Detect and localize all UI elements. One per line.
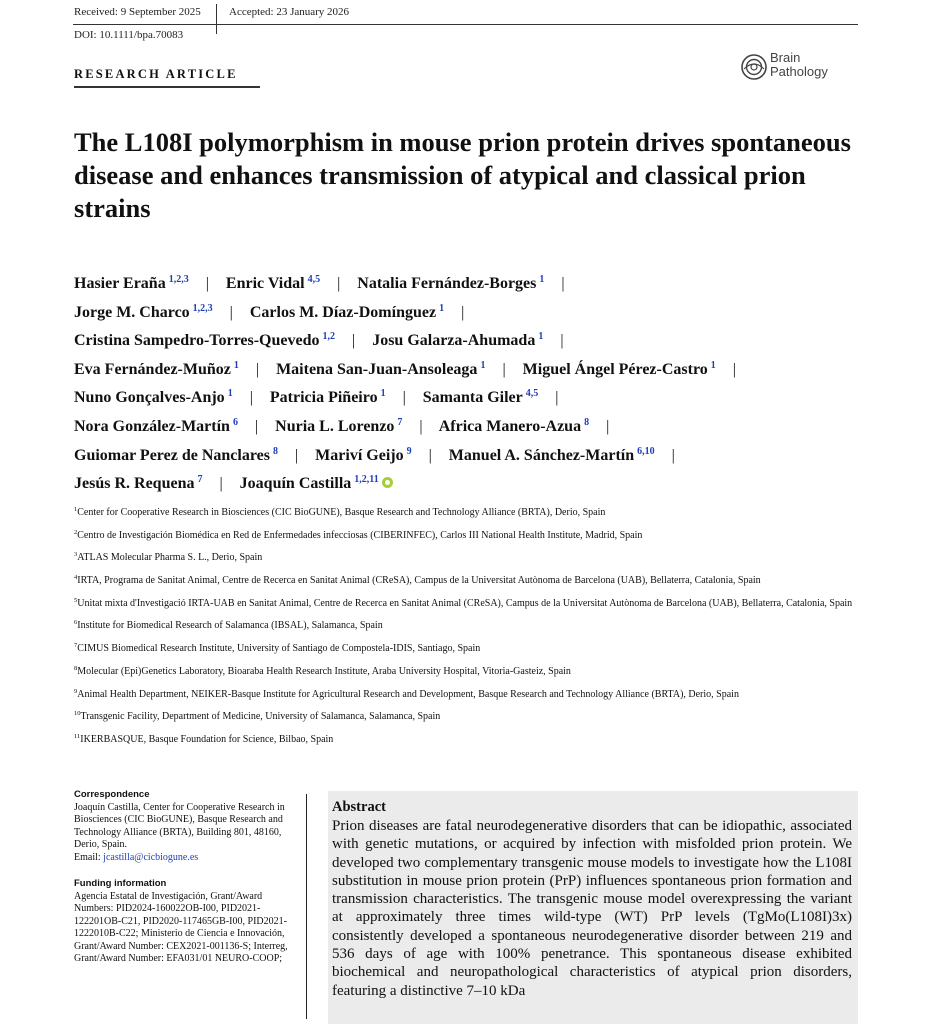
author-line: Cristina Sampedro-Torres-Quevedo $^{1,2}$ | Josu Galarza-Ahumada $^1$ | [74, 331, 564, 350]
author[interactable]: Nuno Gonçalves-Anjo $^1$ [74, 388, 233, 407]
affiliation: $^6$Institute for Biomedical Research of Salamanca (IBSAL), Salamanca, Spain [74, 619, 383, 632]
column-divider [306, 794, 307, 1019]
email-link[interactable]: jcastilla@cicbiogune.es [103, 851, 199, 863]
author[interactable]: Hasier Eraña $^{1,2,3}$ [74, 274, 189, 292]
author-line: Nuno Gonçalves-Anjo $^1$ | Patricia Piñeiro $^1$ | Samanta Giler $^{4,5}$ | [74, 388, 559, 407]
journal-name-line1: Brain [770, 50, 801, 65]
author[interactable]: Manuel A. Sánchez-Martín $^{6,10}$ [448, 445, 655, 464]
journal-name-line2: Pathology [770, 64, 828, 79]
affiliation: $^3$ATLAS Molecular Pharma S. L., Derio, Spain [74, 551, 263, 564]
author[interactable]: Cristina Sampedro-Torres-Quevedo $^{1,2}$ [74, 331, 335, 350]
author[interactable]: Patricia Piñeiro $^1$ [269, 388, 386, 407]
received-date: Received: 9 September 2025 [74, 6, 201, 18]
journal-logo [740, 51, 870, 83]
accepted-date: Accepted: 23 January 2026 [229, 6, 350, 18]
header-divider [216, 4, 217, 34]
author-list [74, 266, 874, 495]
author[interactable]: Nuria L. Lorenzo $^7$ [275, 416, 403, 435]
email-label: Email: [74, 851, 101, 863]
affiliation: $^4$IRTA, Programa de Sanitat Animal, Centre de Recerca en Sanitat Animal (CReSA), Campus de la Universitat Autònoma de Barcelona (UAB), Bellaterra, Catalonia, Spain [74, 574, 761, 587]
article-title [74, 126, 874, 225]
doi[interactable]: DOI: 10.1111/bpa.70083 [74, 29, 184, 41]
correspondence-text: Joaquín Castilla, Center for Cooperative Research in Biosciences (CIC BioGUNE), Basque Research and Technology Alliance (BRTA), Building 801, 48160, Derio, Spain. [74, 801, 285, 850]
author[interactable]: Samanta Giler $^{4,5}$ [422, 388, 539, 407]
affiliation: $^2$Centro de Investigación Biomédica en Red de Enfermedades infecciosas (CIBERINFEC), Carlos III National Health Institute, Madrid, Spain [74, 528, 643, 541]
correspondence-email-row [74, 852, 304, 865]
author[interactable]: Africa Manero-Azua $^8$ [438, 416, 590, 435]
affiliation: $^9$Animal Health Department, NEIKER-Basque Institute for Agricultural Research and Development, Basque Research and Technology Alliance (BRTA), Derio, Spain [74, 687, 739, 700]
author-line: Jorge M. Charco $^{1,2,3}$ | Carlos M. Díaz-Domínguez $^1$ | [74, 302, 465, 321]
author[interactable]: Enric Vidal $^{4,5}$ [225, 274, 321, 292]
sidebar-info [74, 789, 304, 966]
title-text: The L108I polymorphism in mouse prion protein drives spontaneous disease and enhances transmission of atypical and classical prion strains [74, 127, 851, 223]
section-rule [74, 86, 260, 88]
author-line: Nora González-Martín $^6$ | Nuria L. Lorenzo $^7$ | Africa Manero-Azua $^8$ | [74, 416, 610, 435]
author[interactable]: Miguel Ángel Pérez-Castro $^1$ [522, 359, 716, 378]
orcid-icon[interactable] [382, 477, 393, 488]
affiliation: $^5$Unitat mixta d'Investigació IRTA-UAB en Sanitat Animal, Centre de Recerca en Sanitat Animal (CReSA), Campus de la Universitat Autònoma de Barcelona (UAB), Bellaterra, Catalonia, Spain [74, 596, 853, 609]
affiliation-list [74, 503, 864, 753]
author[interactable]: Nora González-Martín $^6$ [74, 416, 238, 435]
author[interactable]: Guiomar Perez de Nanclares $^8$ [74, 445, 278, 464]
abstract-text: Prion diseases are fatal neurodegenerative disorders that can be idiopathic, associated with genetic mutations, or acquired by infection with misfolded prion protein. We developed two complementary transgenic mouse models to investigate how the L108I substitution in mouse prion protein (PrP) influences spontaneous prion formation and transmission characteristics. The transgenic mouse model overexpressing the variant at approximately three times wild-type (WT) PrP levels (TgMo(L108I)3x) consistently developed a spontaneous neurodegenerative disorder between 219 and 536 days of age with 100% penetrance. This spontaneous disease exhibited biochemical and neuropathological characteristics of atypical prion disorders, featuring a distinctive 7–10 kDa [332, 818, 852, 999]
author[interactable]: Jorge M. Charco $^{1,2,3}$ [74, 302, 213, 321]
author[interactable]: Natalia Fernández-Borges $^1$ [357, 274, 545, 292]
abstract-heading: Abstract [332, 799, 386, 815]
funding-text: Agencia Estatal de Investigación, Grant/Award Numbers: PID2024-160022OB-I00, PID2021-122201OB-C21, PID2020-117465GB-I00, PID2021-1222010B-C22; Ministerio de Ciencia e Innovación, Grant/Award Number: CEX2021-001136-S; Interreg, Grant/Award Number: EFA031/01 NEURO-COOP; [74, 890, 288, 964]
author[interactable]: Eva Fernández-Muñoz $^1$ [74, 359, 239, 378]
author[interactable]: Jesús R. Requena $^7$ [74, 474, 203, 493]
header-rule [73, 24, 858, 25]
brain-logo-icon [740, 53, 768, 81]
affiliation: $^1$Center for Cooperative Research in Biosciences (CIC BioGUNE), Basque Research and Technology Alliance (BRTA), Derio, Spain [74, 506, 606, 518]
author-line: Hasier Eraña $^{1,2,3}$ | Enric Vidal $^{4,5}$ | Natalia Fernández-Borges $^1$ | [74, 274, 565, 292]
correspondence-heading: Correspondence [74, 789, 150, 800]
author-line: Guiomar Perez de Nanclares $^8$ | Mariví Geijo $^9$ | Manuel A. Sánchez-Martín $^{6,10}$ | [74, 445, 675, 464]
abstract-panel [328, 791, 858, 1024]
author-line: Jesús R. Requena $^7$ | Joaquín Castilla $^{1,2,11}$ [74, 466, 874, 495]
affiliation: $^8$Molecular (Epi)Genetics Laboratory, Bioaraba Health Research Institute, Araba University Hospital, Vitoria-Gasteiz, Spain [74, 664, 571, 677]
author[interactable]: Maitena San-Juan-Ansoleaga $^1$ [276, 359, 486, 378]
author[interactable]: Josu Galarza-Ahumada $^1$ [372, 331, 544, 350]
affiliation: $^7$CIMUS Biomedical Research Institute, University of Santiago de Compostela-IDIS, Santiago, Spain [74, 642, 481, 655]
funding-heading: Funding information [74, 878, 167, 889]
author[interactable]: Carlos M. Díaz-Domínguez $^1$ [249, 302, 445, 321]
section-label: RESEARCH ARTICLE [74, 67, 238, 81]
affiliation: $^{10}$Transgenic Facility, Department of Medicine, University of Salamanca, Salamanca, Spain [74, 710, 441, 723]
author[interactable]: Joaquín Castilla $^{1,2,11}$ [240, 475, 393, 492]
affiliation: $^{11}$IKERBASQUE, Basque Foundation for Science, Bilbao, Spain [74, 732, 334, 745]
author[interactable]: Mariví Geijo $^9$ [315, 445, 412, 464]
author-line: Eva Fernández-Muñoz $^1$ | Maitena San-Juan-Ansoleaga $^1$ | Miguel Ángel Pérez-Castro $^1$ | [74, 359, 736, 378]
